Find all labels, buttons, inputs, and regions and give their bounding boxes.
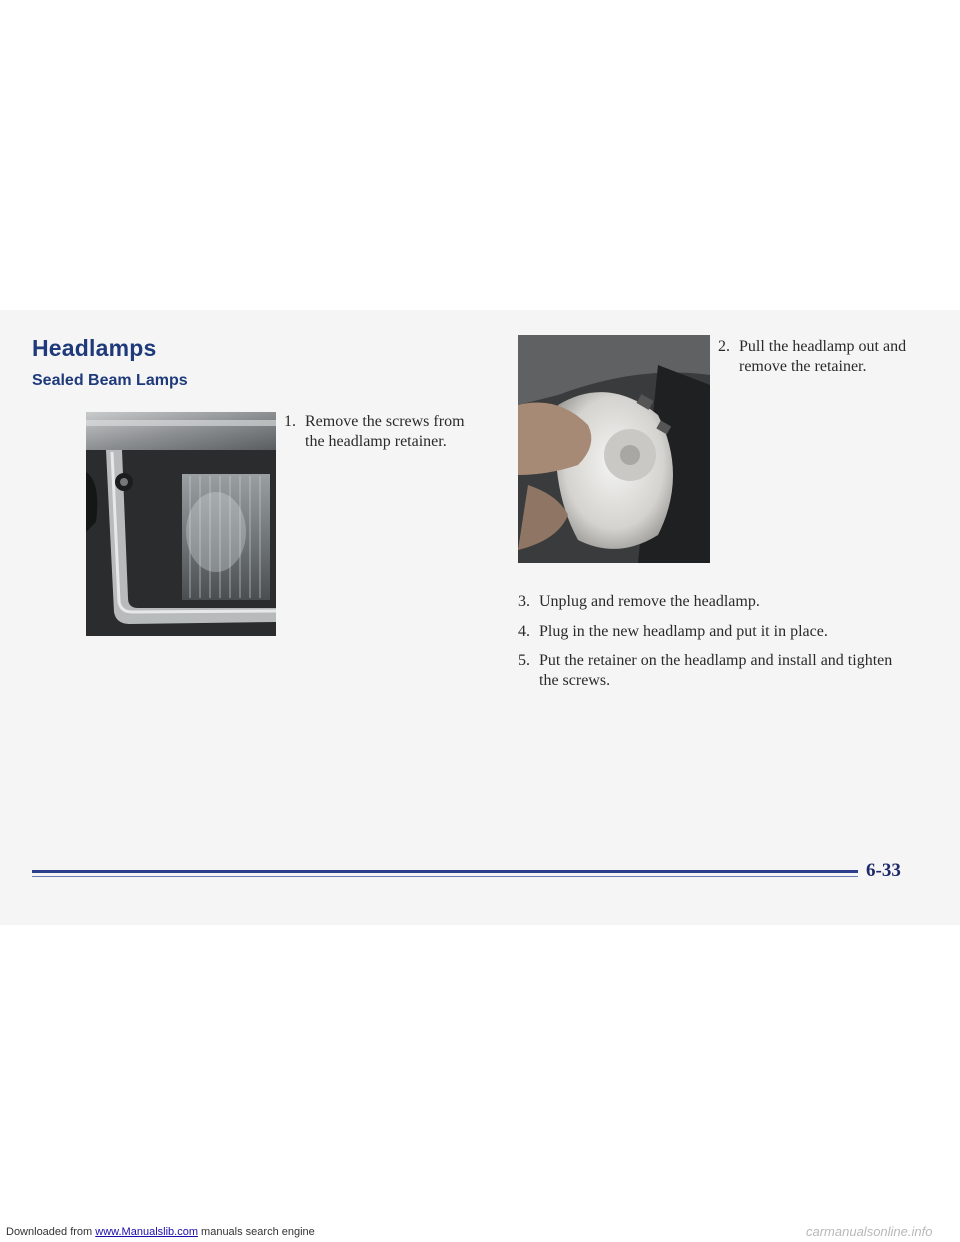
subsection-title: Sealed Beam Lamps [32,372,188,389]
footer-rule [32,870,858,873]
headlamp-retainer-photo [86,412,276,636]
step-1 [284,412,484,452]
step-4-text: Plug in the new headlamp and put it in place. [539,623,828,640]
page-number: 6-33 [866,860,901,881]
download-prefix: Downloaded from [6,1226,96,1238]
footer-rule-thin [32,876,858,877]
step-2 [718,337,938,377]
step-5-number: 5. [518,652,530,669]
step-1-number: 1. [284,413,296,430]
step-3-text: Unplug and remove the headlamp. [539,593,760,610]
step-5-text: Put the retainer on the headlamp and install and tighten the screws. [539,652,893,689]
step-2-text: Pull the headlamp out and remove the retainer. [739,338,907,375]
step-3-number: 3. [518,593,530,610]
manualslib-link[interactable]: www.Manualslib.com [95,1226,198,1238]
step-3 [518,592,918,612]
step-2-number: 2. [718,338,730,355]
watermark: carmanualsonline.info [806,1224,933,1239]
section-title: Headlamps [32,335,157,361]
download-suffix: manuals search engine [197,1226,315,1238]
step-4-number: 4. [518,623,530,640]
step-1-text: Remove the screws from the headlamp retainer. [305,413,465,450]
step-5 [518,651,898,691]
headlamp-removal-photo [518,335,710,563]
download-footer [6,1226,315,1238]
step-4 [518,622,918,642]
